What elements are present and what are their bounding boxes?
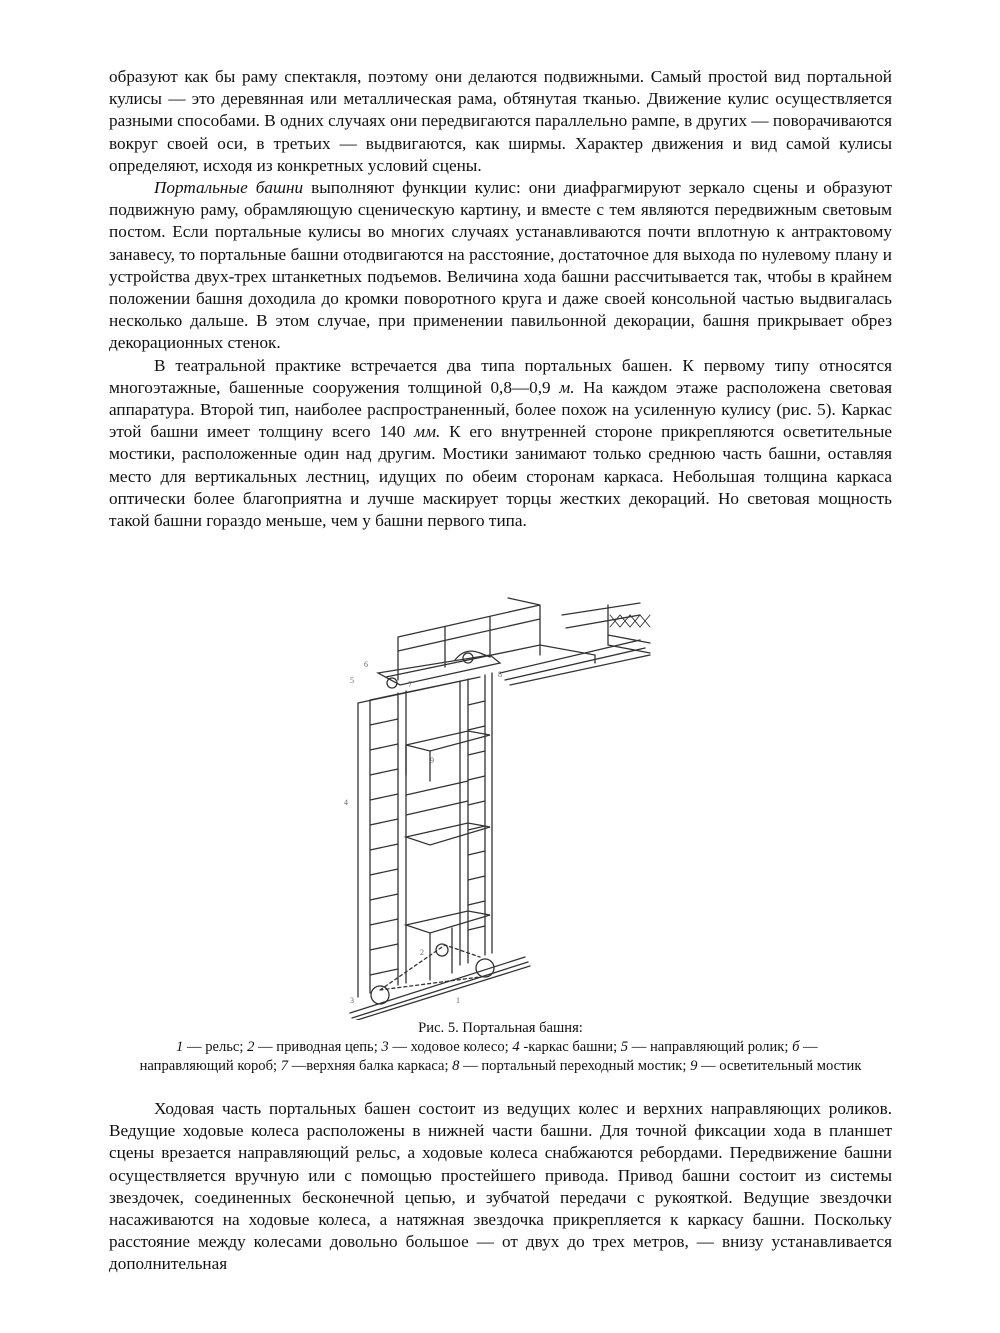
legend-text-7: верхняя балка каркаса; <box>306 1058 453 1074</box>
legend-sep: — <box>254 1039 277 1055</box>
legend-num-6: б <box>792 1039 800 1055</box>
unit-meters: м. <box>559 377 575 397</box>
figure-legend-line-1 <box>109 1038 892 1057</box>
unit-millimeters: мм. <box>414 422 441 442</box>
legend-sep: — <box>459 1058 482 1074</box>
legend-sep: — <box>697 1058 720 1074</box>
paragraph-4-text: Ходовая часть портальных башен состоит из ведущих колес и верхних направляющих роликов. Ведущие ходовые колеса расположены в нижней части башни. Для точной фиксации хода в планшет сцены врезается направляющий рельс, а ходовые колеса снабжаются ребордами. Передвижение башни осуществляется вручную или с помощью простейшего привода. Привод башни состоит из системы звездочек, соединенных бесконечной цепью, и зубчатой передачи с рукояткой. Ведущие звездочки насаживаются на ходовые колеса, а натяжная звездочка прикрепляется к каркасу башни. Поскольку расстояние между колесами довольно большое — от двух до трех метров, — внизу устанавливается дополнительная <box>109 1099 892 1274</box>
legend-sep: — <box>799 1039 818 1055</box>
legend-num-9: 9 <box>690 1058 698 1074</box>
legend-text-1: рельс; <box>205 1039 248 1055</box>
paragraph-2 <box>109 177 892 355</box>
svg-text:2: 2 <box>420 948 424 957</box>
paragraph-2-text: выполняют функции кулис: они диафрагмируют зеркало сцены и образуют подвижную раму, обрамляющую сценическую картину, и вместе с тем являются передвижным световым постом. Если портальные кулисы во многих случаях устанавливаются почти вплотную к антрактовому занавесу, то портальные башни отодвигаются на расстояние, достаточное для выхода по нулевому плану и устройства двух-трех штанкетных подъемов. Величина хода башни рассчитывается так, чтобы в крайнем положении башня доходила до кромки поворотного круга и даже своей консольной частью выдвигалась несколько дальше. В этом случае, при применении павильонной декорации, башня прикрывает обрез декорационных стенок. <box>109 178 892 353</box>
legend-text-8: портальный переходный мостик; <box>481 1058 691 1074</box>
paragraph-4 <box>109 1098 892 1276</box>
legend-text-2: приводная цепь; <box>276 1039 382 1055</box>
figure-caption-title: Рис. 5. Портальная башня: <box>418 1020 583 1036</box>
legend-num-5: 5 <box>620 1039 629 1055</box>
svg-text:6: 6 <box>364 660 368 669</box>
svg-text:1: 1 <box>456 996 460 1005</box>
legend-num-8: 8 <box>452 1058 460 1074</box>
legend-sep: — <box>628 1039 650 1055</box>
paragraph-1 <box>109 66 892 177</box>
legend-text-9: осветительный мостик <box>719 1058 862 1074</box>
legend-sep: — <box>183 1039 206 1055</box>
svg-text:7: 7 <box>408 680 412 689</box>
svg-text:5: 5 <box>350 676 354 685</box>
paragraph-3-text-b: На каждом этаже расположена световая аппаратура. Второй тип, наиболее распространенный, более похож на усиленную кулису (рис. 5). Каркас этой башни имеет толщину всего 140 <box>109 377 892 442</box>
legend-num-7: 7 <box>280 1058 289 1074</box>
term-portal-towers: Портальные башни <box>154 178 304 198</box>
figure-portal-tower-drawing <box>340 585 660 1020</box>
svg-text:4: 4 <box>344 798 348 807</box>
legend-num-1: 1 <box>176 1039 184 1055</box>
text-block-top <box>109 66 892 532</box>
legend-text-5: направляющий ролик; <box>649 1039 793 1055</box>
svg-text:3: 3 <box>350 996 354 1005</box>
legend-text-6: направляющий короб; <box>139 1058 281 1074</box>
text-block-bottom <box>109 1098 892 1276</box>
legend-text-3: ходовое колесо; <box>410 1039 513 1055</box>
paragraph-3-text-a: В театральной практике встречается два типа портальных башен. К первому типу относятся многоэтажные, башенные сооружения толщиной 0,8—0,9 <box>109 355 892 397</box>
paragraph-3-text-c: К его внутренней стороне прикрепляются осветительные мостики, расположенные один над другим. Мостики занимают только среднюю часть башни, оставляя место для вертикальных лестниц, идущих по обеим сторонам каркаса. Небольшая толщина каркаса оптически более благоприятна и лучше маскирует торцы жестких декораций. Но световая мощность такой башни гораздо меньше, чем у башни первого типа. <box>109 422 892 531</box>
legend-num-3: 3 <box>381 1039 389 1055</box>
paragraph-1-text: образуют как бы раму спектакля, поэтому они делаются подвижными. Самый простой вид портальной кулисы — это деревянная или металлическая рама, обтянутая тканью. Движение кулис осуществляется разными способами. В одних случаях они передвигаются параллельно рампе, в других — поворачиваются вокруг своей оси, в третьих — выдвигаются, как ширмы. Характер движения и вид самой кулисы определяют, исходя из конкретных условий сцены. <box>109 67 892 175</box>
legend-num-4: 4 <box>512 1039 520 1055</box>
svg-text:8: 8 <box>498 670 502 679</box>
legend-sep: — <box>388 1039 411 1055</box>
legend-sep: — <box>288 1058 307 1074</box>
legend-num-2: 2 <box>247 1039 255 1055</box>
legend-sep: - <box>519 1039 529 1055</box>
figure-legend-line-2 <box>140 1058 862 1074</box>
paragraph-3 <box>109 355 892 533</box>
svg-text:9: 9 <box>430 756 434 765</box>
portal-tower-illustration <box>340 585 660 1020</box>
legend-text-4: каркас башни; <box>528 1039 621 1055</box>
figure-legend <box>109 1038 892 1076</box>
